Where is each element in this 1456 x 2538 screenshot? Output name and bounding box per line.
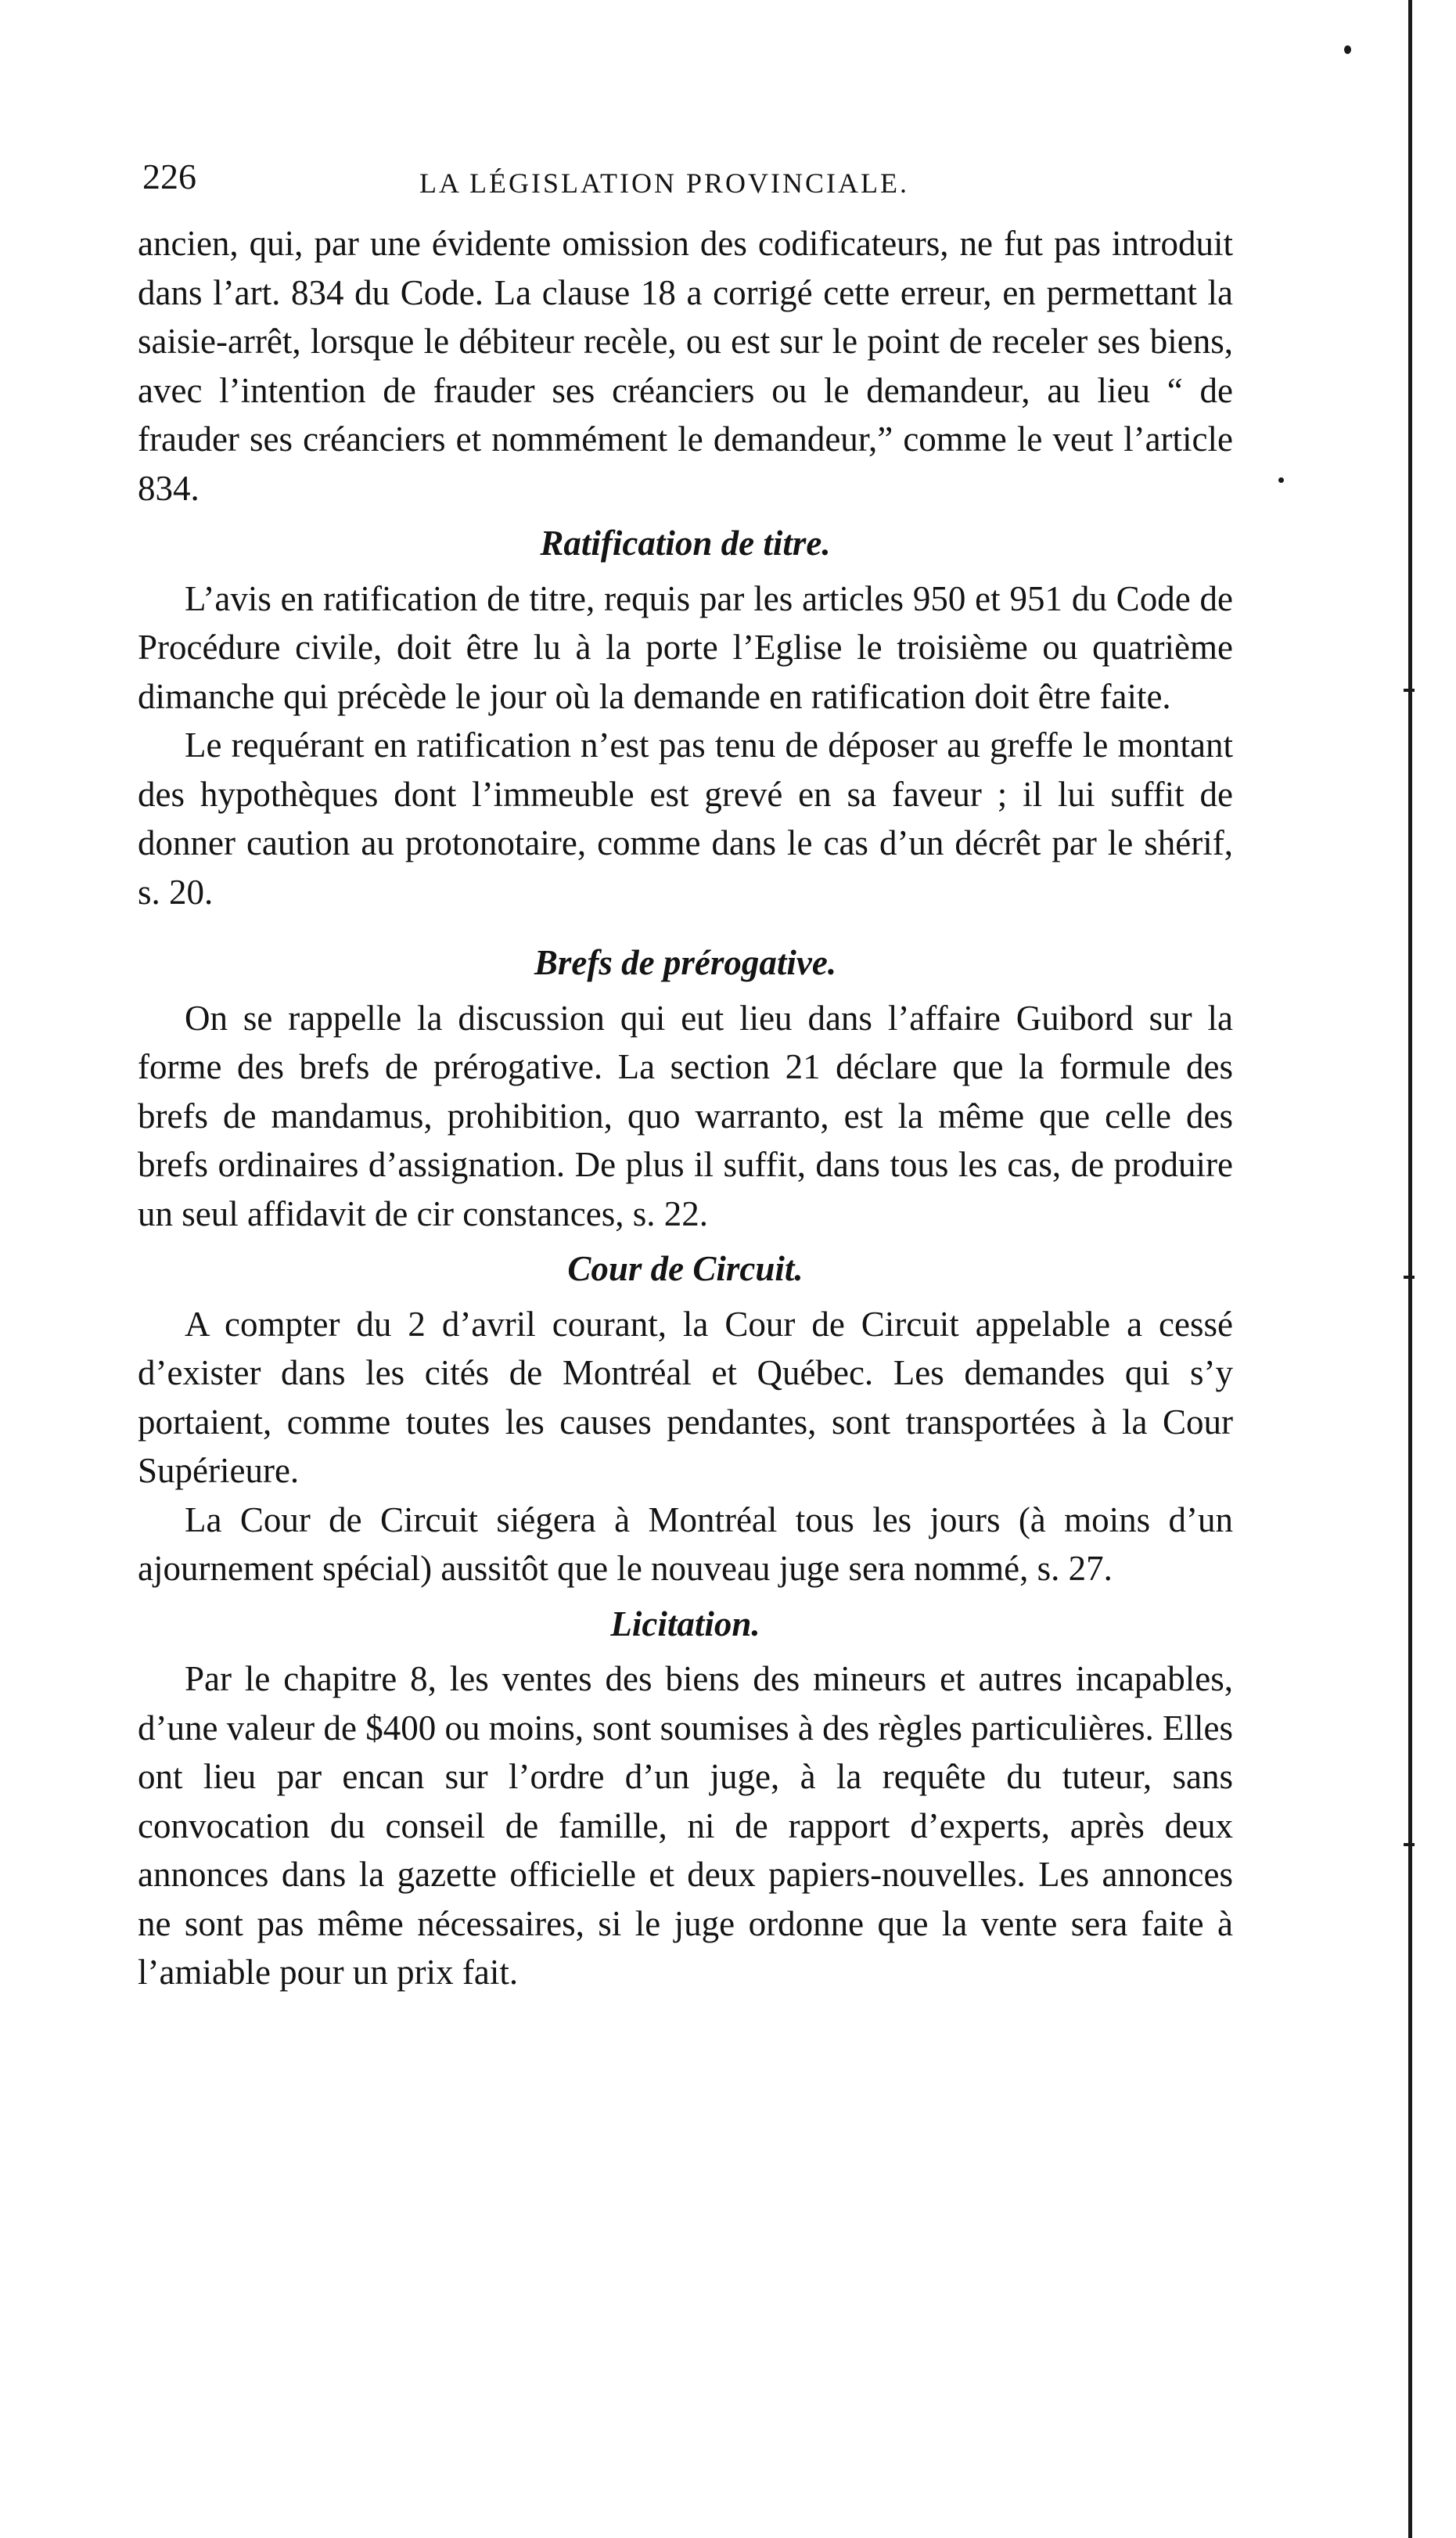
page-edge-mark (1404, 1843, 1415, 1846)
section-heading-ratification: Ratification de titre. (540, 524, 831, 563)
page-edge-rule (1408, 0, 1412, 2538)
intro-paragraph: ancien, qui, par une évidente omission des codificateurs, ne fut pas introduit dans l’art. 834 du Code. La clause 18 a corrigé cette erreur, en permettant la saisie-arrêt, lorsque le débiteur recèle, ou est sur le point de receler ses biens, avec l’intention de frauder ses créanciers ou le demandeur, au lieu “ de frauder ses créanciers et nommément le demandeur,” comme le veut l’article 834. (138, 224, 1233, 508)
page-edge-mark (1404, 1276, 1415, 1279)
section-heading-licitation: Licitation. (610, 1604, 760, 1643)
paragraph-cour-2: La Cour de Circuit siégera à Montréal tous les jours (à moins d’un ajournement spécial) aussitôt que le nouveau juge sera nommé, s. 27. (138, 1499, 1233, 1588)
paragraph-ratification-2: Le requérant en ratification n’est pas tenu de déposer au greffe le montant des hypothèques dont l’immeuble est grevé en sa faveur ; il lui suffit de donner caution au protonotaire, comme dans le cas d’un décrêt par le shérif, s. 20. (138, 725, 1233, 912)
page-number: 226 (142, 157, 196, 196)
book-page (138, 157, 1233, 1997)
page-body (138, 219, 1233, 1997)
paragraph-brefs-1: On se rappelle la discussion qui eut lieu dans l’affaire Guibord sur la forme des brefs de prérogative. La section 21 déclare que la formule des brefs de mandamus, prohibition, quo warranto, est la même que celle des brefs ordinaires d’assignation. De plus il suffit, dans tous les cas, de produire un seul affidavit de cir constances, s. 22. (138, 998, 1233, 1233)
page-edge-mark (1404, 689, 1415, 692)
running-title: LA LÉGISLATION PROVINCIALE. (419, 167, 909, 199)
ink-speck (1344, 45, 1351, 54)
paragraph-cour-1: A compter du 2 d’avril courant, la Cour de Circuit appelable a cessé d’exister dans les cités de Montréal et Québec. Les demandes qui s’y portaient, comme toutes les causes pendantes, sont transportées à la Cour Supérieure. (138, 1304, 1233, 1490)
ink-speck (1278, 477, 1284, 483)
paragraph-ratification-1: L’avis en ratification de titre, requis par les articles 950 et 951 du Code de Procédure civile, doit être lu à la porte l’Eglise le troisième ou quatrième dimanche qui précède le jour où la demande en ratification doit être faite. (138, 578, 1233, 716)
paragraph-licitation-1: Par le chapitre 8, les ventes des biens des mineurs et autres incapables, d’une valeur de $400 ou moins, sont soumises à des règles particulières. Elles ont lieu par encan sur l’ordre d’un juge, à la requête du tuteur, sans convocation du conseil de famille, ni de rapport d’experts, après deux annonces dans la gazette officielle et deux papiers-nouvelles. Les annonces ne sont pas même nécessaires, si le juge ordonne que la vente sera faite à l’amiable pour un prix fait. (138, 1659, 1233, 1992)
page-header (138, 157, 1233, 219)
section-heading-cour-de-circuit: Cour de Circuit. (567, 1249, 803, 1288)
section-heading-brefs: Brefs de prérogative. (534, 943, 837, 982)
